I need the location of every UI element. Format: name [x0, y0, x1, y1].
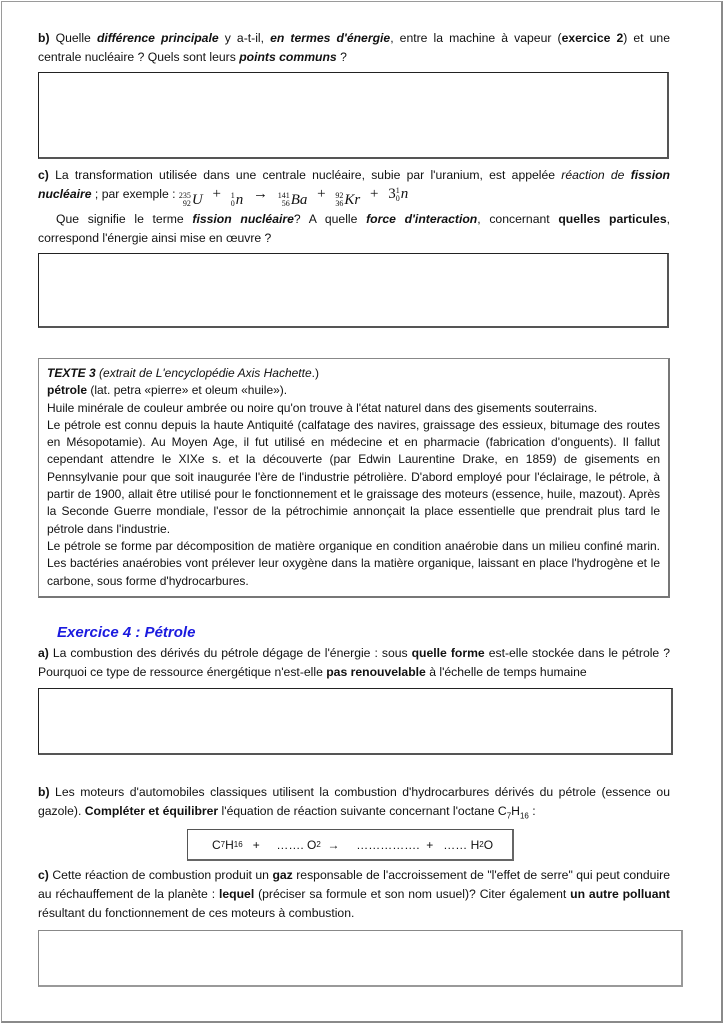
exercise4-question-b: b) Les moteurs d'automobiles classiques utilisent la combustion d'hydrocarbures dérivés du pétrole (essence ou gazole). Compléter et équilibrer l'équation de réaction suivante concernant l'octane $C_7H_{16}$ :	[38, 785, 670, 821]
arrow-icon: →	[252, 186, 268, 202]
question-b-label: b)	[38, 31, 50, 45]
arrow-icon: →	[320, 837, 357, 852]
exercise4-title: Exercice 4 : Pétrole	[57, 624, 196, 641]
o2-blank[interactable]: ……. O	[276, 837, 317, 852]
answer-box-c[interactable]	[38, 253, 669, 328]
answer-box-4a[interactable]	[38, 688, 673, 755]
answer-box-b[interactable]	[38, 72, 669, 159]
texte3-box	[38, 358, 670, 598]
texte3-headword: pétrole (lat. petra «pierre» et oleum «huile»).	[47, 383, 288, 398]
fission-equation: 235 92 U + 1 0 n → 141 56 Ba + 92 36 Kr + 3 1 0 n	[178, 185, 409, 208]
exercise4-question-c: c) Cette réaction de combustion produit un gaz responsable de l'accroissement de "l'effet de serre" qui peut conduire au réchauffement de la planète : lequel (préciser sa formule et son nom usuel)? Citer également un autre polluant résultant du fonctionnement de ces moteurs à combustion.	[38, 868, 670, 920]
question-b-text: b) Quelle différence principale y a-t-il, en termes d'énergie, entre la machine à vapeur (exercice 2) et une centrale nucléaire ? Quels sont leurs points communs ?	[38, 31, 670, 64]
texte3-paragraph-1: Huile minérale de couleur ambrée ou noire qu'on trouve à l'état naturel dans des gisements souterrains.	[47, 400, 598, 415]
exercise4-question-a: a) La combustion des dérivés du pétrole dégage de l'énergie : sous quelle forme est-elle stockée dans le pétrole ? Pourquoi ce type de ressource énergétique n'est-elle pas renouvelable à l'échelle de temps humaine	[38, 646, 670, 679]
h2o-blank[interactable]: …… H	[443, 837, 480, 852]
question-c-subquestion: Que signifie le terme fission nucléaire? A quelle force d'interaction, concernant quelles particules, correspond l'énergie ainsi mise en œuvre ?	[38, 212, 671, 245]
question-c-label: c)	[38, 168, 49, 182]
answer-box-4c[interactable]	[38, 930, 683, 987]
question-c-text: c) La transformation utilisée dans une centrale nucléaire, subie par l'uranium, est appelée réaction de fission nucléaire ; par exemple : 235 92 U + 1 0 n → 141 56 Ba + 92 36 Kr + 3 1 0 n	[38, 168, 670, 208]
texte3-title: TEXTE 3 (extrait de L'encyclopédie Axis Hachette.)	[47, 366, 319, 380]
combustion-equation-box[interactable]: C 7 H 16 + ……. O 2 → ……………. + …… H 2 O	[187, 829, 514, 861]
product-blank[interactable]: …………….	[356, 837, 420, 852]
texte3-paragraph-3: Le pétrole se forme par décomposition de matière organique en condition anaérobie dans un milieu confiné marin. Les bactéries anaérobies vont prélever leur oxygène dans la matière organique, laissant en place l'hydrogène et le carbone, sous forme d'hydrocarbures.	[47, 538, 660, 588]
texte3-paragraph-2: Le pétrole est connu depuis la haute Antiquité (calfatage des navires, graissage des essieux, bitumage des routes en Mésopotamie). Au Moyen Age, il fut utilisé en médecine et en pharmacie (fabrication d'onguents). Il fallut cependant attendre le XIXe s. et la découverte (par Edwin Laurentine Drake, en 1859) de gisements en Pennsylvanie pour que soit inaugurée l'ère de l'industrie pétrolière. D'abord employé pour l'éclairage, le pétrole, à partir de 1900, allait être utilisé pour le fonctionnement et le graissage des moteurs (essence, huile, mazout). Après la Seconde Guerre mondiale, l'essor de la pétrochimie annonçait la place essentielle que prendrait plus tard le pétrole dans l'industrie.	[47, 417, 660, 536]
